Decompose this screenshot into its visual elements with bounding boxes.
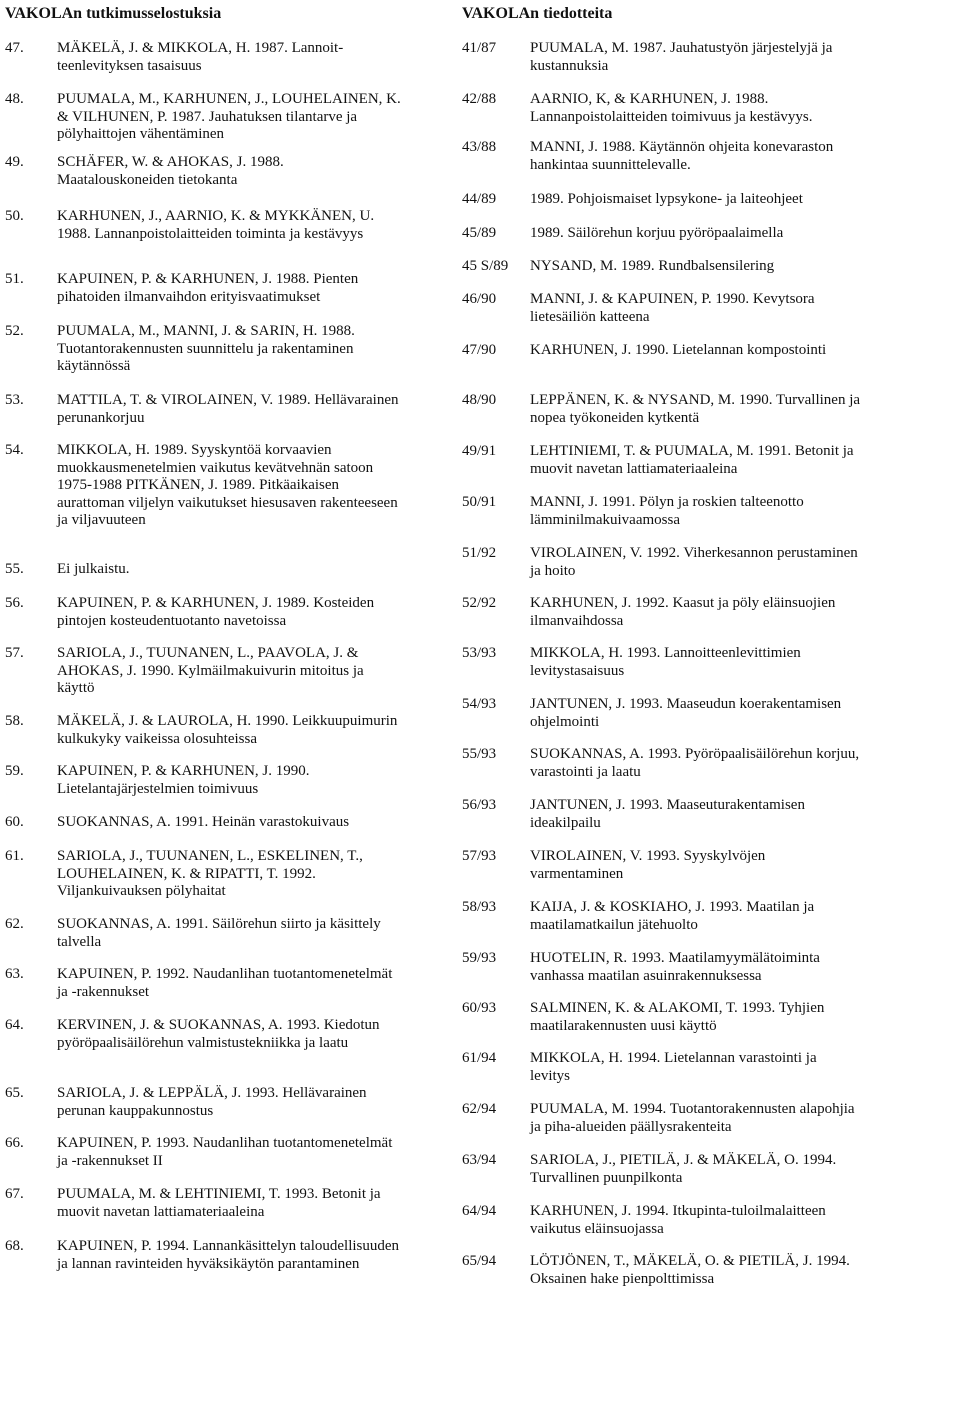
entry-text: KAPUINEN, P. 1994. Lannankäsittelyn taloudellisuuden ja lannan ravinteiden hyväksikäytön parantaminen — [57, 1238, 400, 1272]
entry-text: KARHUNEN, J., AARNIO, K. & MYKKÄNEN, U. 1988. Lannanpoistolaitteiden toiminta ja kestävyys — [57, 208, 375, 242]
entry-number: 59. — [5, 763, 24, 779]
entry-number: 52/92 — [462, 595, 497, 611]
entry-number: 42/88 — [462, 91, 497, 107]
entry-number: 65/94 — [462, 1253, 497, 1269]
entry-number: 43/88 — [462, 139, 497, 155]
entry-text: LEPPÄNEN, K. & NYSAND, M. 1990. Turvallinen ja nopea työkoneiden kytkentä — [530, 392, 861, 426]
entry-text: SUOKANNAS, A. 1991. Säilörehun siirto ja käsittely talvella — [57, 916, 381, 950]
entry-number: 50/91 — [462, 494, 497, 510]
entry-text: SCHÄFER, W. & AHOKAS, J. 1988. Maatalouskoneiden tietokanta — [57, 154, 284, 188]
entry-number: 66. — [5, 1135, 24, 1151]
entry-text: KARHUNEN, J. 1990. Lietelannan kompostointi — [530, 342, 827, 358]
entry-number: 53/93 — [462, 645, 497, 661]
entry-number: 58. — [5, 713, 24, 729]
entry-text: MIKKOLA, H. 1994. Lietelannan varastointi ja levitys — [530, 1050, 817, 1084]
entry-text: VIROLAINEN, V. 1992. Viherkesannon perustaminen ja hoito — [530, 545, 858, 579]
entry-number: 64/94 — [462, 1203, 497, 1219]
entry-text: JANTUNEN, J. 1993. Maaseuturakentamisen ideakilpailu — [530, 797, 805, 831]
entry-number: 57. — [5, 645, 24, 661]
entry-text: MATTILA, T. & VIROLAINEN, V. 1989. Hellävarainen perunankorjuu — [57, 392, 399, 426]
entry-number: 59/93 — [462, 950, 497, 966]
entry-number: 41/87 — [462, 40, 497, 56]
entry-number: 44/89 — [462, 191, 497, 207]
entry-number: 45/89 — [462, 225, 497, 241]
entry-text: NYSAND, M. 1989. Rundbalsensilering — [530, 258, 775, 274]
entry-text: KAPUINEN, P. & KARHUNEN, J. 1989. Kosteiden pintojen kosteudentuotanto navetoissa — [57, 595, 375, 629]
entry-text: SARIOLA, J., TUUNANEN, L., PAAVOLA, J. & AHOKAS, J. 1990. Kylmäilmakuivurin mitoitus ja käyttö — [57, 645, 364, 696]
entry-text: JANTUNEN, J. 1993. Maaseudun koerakentamisen ohjelmointi — [530, 696, 842, 730]
entry-number: 67. — [5, 1186, 24, 1202]
entry-text: KAPUINEN, P. & KARHUNEN, J. 1988. Pienten pihatoiden ilmanvaihdon erityisvaatimukset — [57, 271, 359, 305]
entry-number: 68. — [5, 1238, 24, 1254]
entry-text: LÖTJÖNEN, T., MÄKELÄ, O. & PIETILÄ, J. 1994. Oksainen hake pienpolttimissa — [530, 1253, 850, 1287]
entry-text: 1989. Säilörehun korjuu pyöröpaalaimella — [530, 225, 784, 241]
entry-text: Ei julkaistu. — [57, 561, 130, 577]
entry-text: KARHUNEN, J. 1992. Kaasut ja pöly eläinsuojien ilmanvaihdossa — [530, 595, 836, 629]
entry-number: 60/93 — [462, 1000, 497, 1016]
entry-number: 65. — [5, 1085, 24, 1101]
entry-text: LEHTINIEMI, T. & PUUMALA, M. 1991. Betonit ja muovit navetan lattiamateriaaleina — [530, 443, 854, 477]
entry-number: 49/91 — [462, 443, 497, 459]
entry-text: SALMINEN, K. & ALAKOMI, T. 1993. Tyhjien maatilarakennusten uusi käyttö — [530, 1000, 825, 1034]
entry-number: 58/93 — [462, 899, 497, 915]
entry-number: 50. — [5, 208, 24, 224]
entry-text: MANNI, J. & KAPUINEN, P. 1990. Kevytsora lietesäiliön katteena — [530, 291, 815, 325]
entry-number: 62. — [5, 916, 24, 932]
entry-number: 61. — [5, 848, 24, 864]
entry-text: SARIOLA, J., PIETILÄ, J. & MÄKELÄ, O. 1994. Turvallinen puunpilkonta — [530, 1152, 837, 1186]
entry-number: 63. — [5, 966, 24, 982]
right-column-header: VAKOLAn tiedotteita — [462, 5, 613, 22]
entry-text: PUUMALA, M. 1994. Tuotantorakennusten alapohjia ja piha-alueiden päällysrakenteita — [530, 1101, 855, 1135]
entry-number: 48. — [5, 91, 24, 107]
entry-text: SUOKANNAS, A. 1991. Heinän varastokuivaus — [57, 814, 350, 830]
entry-text: HUOTELIN, R. 1993. Maatilamyymälätoiminta vanhassa maatilan asuinrakennuksessa — [530, 950, 820, 984]
entry-number: 63/94 — [462, 1152, 497, 1168]
entry-text: KAPUINEN, P. 1993. Naudanlihan tuotantomenetelmät ja -rakennukset II — [57, 1135, 393, 1169]
entry-text: VIROLAINEN, V. 1993. Syyskylvöjen varmentaminen — [530, 848, 766, 882]
entry-text: MANNI, J. 1991. Pölyn ja roskien talteenotto lämminilmakuivaamossa — [530, 494, 804, 528]
entry-number: 64. — [5, 1017, 24, 1033]
entry-number: 52. — [5, 323, 24, 339]
entry-number: 51. — [5, 271, 24, 287]
entry-number: 49. — [5, 154, 24, 170]
entry-text: KAPUINEN, P. & KARHUNEN, J. 1990. Lietelantajärjestelmien toimivuus — [57, 763, 310, 797]
entry-text: MANNI, J. 1988. Käytännön ohjeita konevaraston hankintaa suunnittelevalle. — [530, 139, 834, 173]
entry-number: 62/94 — [462, 1101, 497, 1117]
entry-number: 56. — [5, 595, 24, 611]
entry-number: 47. — [5, 40, 24, 56]
entry-number: 57/93 — [462, 848, 497, 864]
entry-text: KAIJA, J. & KOSKIAHO, J. 1993. Maatilan ja maatilamatkailun jätehuolto — [530, 899, 815, 933]
entry-number: 61/94 — [462, 1050, 497, 1066]
entry-text: KERVINEN, J. & SUOKANNAS, A. 1993. Kiedotun pyöröpaalisäilörehun valmistustekniikka ja laatu — [57, 1017, 380, 1051]
entry-number: 54. — [5, 442, 24, 458]
entry-number: 46/90 — [462, 291, 497, 307]
entry-text: MÄKELÄ, J. & LAUROLA, H. 1990. Leikkuupuimurin kulkukyky vaikeissa olosuhteissa — [57, 713, 398, 747]
entry-number: 47/90 — [462, 342, 497, 358]
entry-number: 53. — [5, 392, 24, 408]
entry-text: PUUMALA, M., MANNI, J. & SARIN, H. 1988. Tuotantorakennusten suunnittelu ja rakentaminen käytännössä — [57, 323, 355, 374]
entry-text: PUUMALA, M., KARHUNEN, J., LOUHELAINEN, K. & VILHUNEN, P. 1987. Jauhatuksen tilantarve ja pölyhaittojen vähentäminen — [57, 91, 401, 142]
entry-number: 56/93 — [462, 797, 497, 813]
entry-text: 1989. Pohjoismaiset lypsykone- ja laiteohjeet — [530, 191, 803, 207]
entry-text: SUOKANNAS, A. 1993. Pyöröpaalisäilörehun korjuu, varastointi ja laatu — [530, 746, 860, 780]
entry-text: SARIOLA, J. & LEPPÄLÄ, J. 1993. Hellävarainen perunan kauppakunnostus — [57, 1085, 367, 1119]
entry-text: PUUMALA, M. 1987. Jauhatustyön järjestelyjä ja kustannuksia — [530, 40, 833, 74]
left-column-header: VAKOLAn tutkimusselostuksia — [5, 5, 222, 22]
entry-text: MÄKELÄ, J. & MIKKOLA, H. 1987. Lannoit-teenlevityksen tasaisuus — [57, 40, 344, 74]
entry-text: KARHUNEN, J. 1994. Itkupinta-tuloilmalaitteen vaikutus eläinsuojassa — [530, 1203, 826, 1237]
entry-text: MIKKOLA, H. 1993. Lannoitteenlevittimien levitystasaisuus — [530, 645, 801, 679]
entry-text: PUUMALA, M. & LEHTINIEMI, T. 1993. Betonit ja muovit navetan lattiamateriaaleina — [57, 1186, 381, 1220]
entry-number: 54/93 — [462, 696, 497, 712]
entry-number: 55/93 — [462, 746, 497, 762]
entry-text: KAPUINEN, P. 1992. Naudanlihan tuotantomenetelmät ja -rakennukset — [57, 966, 393, 1000]
entry-text: AARNIO, K, & KARHUNEN, J. 1988. Lannanpoistolaitteiden toimivuus ja kestävyys. — [530, 91, 813, 125]
entry-number: 60. — [5, 814, 24, 830]
entry-number: 45 S/89 — [462, 258, 509, 274]
entry-number: 48/90 — [462, 392, 497, 408]
entry-text: SARIOLA, J., TUUNANEN, L., ESKELINEN, T., LOUHELAINEN, K. & RIPATTI, T. 1992. Viljankuivauksen pölyhaitat — [57, 848, 363, 899]
entry-number: 55. — [5, 561, 24, 577]
entry-text: MIKKOLA, H. 1989. Syyskyntöä korvaavien muokkausmenetelmien vaikutus kevätvehnän satoon 1975-1988 PITKÄNEN, J. 1989. Pitkäaikaisen aurattoman viljelyn vaikutukset hiesusaven rakenteeseen ja viljavuuteen — [57, 442, 398, 528]
entry-number: 51/92 — [462, 545, 497, 561]
